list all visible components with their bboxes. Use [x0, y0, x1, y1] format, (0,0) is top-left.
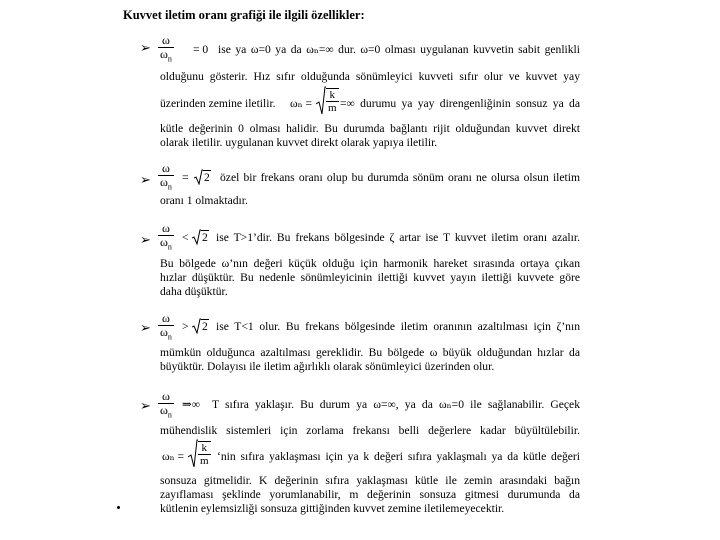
paragraph-line: zayıflaması şeklinde yorumlanabilir, m değerinin sonsuza gitmesi durumunda da [160, 488, 580, 501]
bullet-arrow-icon: ➢ [140, 320, 151, 335]
paragraph-line: üzerinden zemine iletilir. [160, 97, 276, 110]
paragraph-line: T sıfıra yaklaşır. Bu durum ya ω=∞, ya da ωₙ=0 ile sağlanabilir. Geçek [212, 398, 580, 411]
omega-n-equation: ωₙ = [290, 97, 313, 110]
paragraph-line: olarak iletilir. uygulanan kuvvet direkt olarak yapıya iletilir. [160, 136, 438, 149]
stray-dot [117, 506, 120, 509]
paragraph-line: ise T<1 olur. Bu frekans bölgesinde iletim oranının azaltılması için ζ’nın [216, 320, 580, 333]
paragraph-line: mümkün olduğunca azaltılması gereklidir. Bu bölgede ω büyük olduğundan hızlar da [160, 346, 580, 359]
sqrt-k-over-m: $\frac{k}{m}$ [316, 86, 339, 116]
paragraph-line: olduğunu gösterir. Hız sıfır olduğunda sönümleyici kuvveti sıfır olur ve kuvvet yay [160, 70, 580, 83]
omega-ratio: $\frac{\omega}{\omega_n}$ [160, 221, 172, 252]
paragraph-line: ise T>1’dir. Bu frekans bölgesinde ζ artar ise T kuvvet iletim oranı azalır. [216, 231, 580, 244]
paragraph-line: ise ya ω=0 ya da ωₙ=∞ dur. ω=0 olması uygulanan kuvvetin sabit genlikli [218, 43, 580, 56]
sqrt-k-over-m: $\frac{k}{m}$ [188, 439, 211, 469]
omega-ratio: $\frac{\omega}{\omega_n}$ [160, 33, 172, 64]
omega-ratio: $\frac{\omega}{\omega_n}$ [160, 311, 172, 342]
ratio-numerator: ω [158, 34, 174, 48]
sqrt-two: 2 [192, 229, 209, 245]
paragraph-line: =∞ durumu ya yay direngenliğinin sonsuz ya da [340, 97, 580, 110]
paragraph-line: daha düşüktür. [160, 285, 228, 298]
paragraph-line: özel bir frekans oranı olup bu durumda sönüm oranı ne olursa olsun iletim [220, 171, 580, 184]
bullet-arrow-icon: ➢ [140, 172, 151, 187]
paragraph-line: oranı 1 olmaktadır. [160, 194, 248, 207]
paragraph-line: ‘nin sıfıra yaklaşması için ya k değeri sıfıra yaklaşmalı ya da kütle değeri [217, 450, 580, 463]
paragraph-line: kütle değerinin 0 olması halidir. Bu durumda bağlantı rijit olduğundan kuvvet direkt [160, 122, 580, 135]
page-title: Kuvvet iletim oranı grafiği ile ilgili özellikler: [123, 8, 365, 22]
relation-symbol: < [182, 231, 189, 244]
relation-symbol: = 0 [193, 43, 209, 56]
paragraph-line: büyüktür. Dolayısı ile iletim ağırlıklı olarak sönümleyici üzerinden olur. [160, 360, 495, 373]
paragraph-line: mühendislik sistemleri için zorlama frekansı belli değerlere kadar büyültülebilir. [160, 424, 580, 437]
sqrt-two: 2 [194, 169, 211, 185]
bullet-arrow-icon: ➢ [140, 398, 151, 413]
paragraph-line: hızlar düşüktür. Bu nedenle sönümleyicinin ilettiği kuvvet yayın ilettiği kuvvete göre [160, 271, 580, 284]
omega-ratio: $\frac{\omega}{\omega_n}$ [160, 389, 172, 420]
omega-ratio: $\frac{\omega}{\omega_n}$ [160, 161, 172, 192]
paragraph-line: Bu bölgede ω’nın değeri küçük olduğu için harmonik hareket sırasında ortaya çıkan [160, 257, 580, 270]
sqrt-two: 2 [192, 318, 209, 334]
relation-symbol: > [182, 320, 189, 333]
relation-symbol: = [182, 171, 189, 184]
relation-symbol: ⇒∞ [182, 398, 200, 411]
paragraph-line: sonsuza gitmelidir. K değerinin sıfıra yaklaşması kütle ile zemin arasındaki bağın [160, 474, 580, 487]
omega-n-equation: ωₙ = [162, 450, 185, 463]
ratio-denominator: ω [160, 47, 168, 61]
bullet-arrow-icon: ➢ [140, 40, 151, 55]
bullet-arrow-icon: ➢ [140, 232, 151, 247]
paragraph-line: kütlenin eylemsizliği sonsuza gittiğinden kuvvet zemine iletilemeyecektir. [160, 502, 505, 515]
